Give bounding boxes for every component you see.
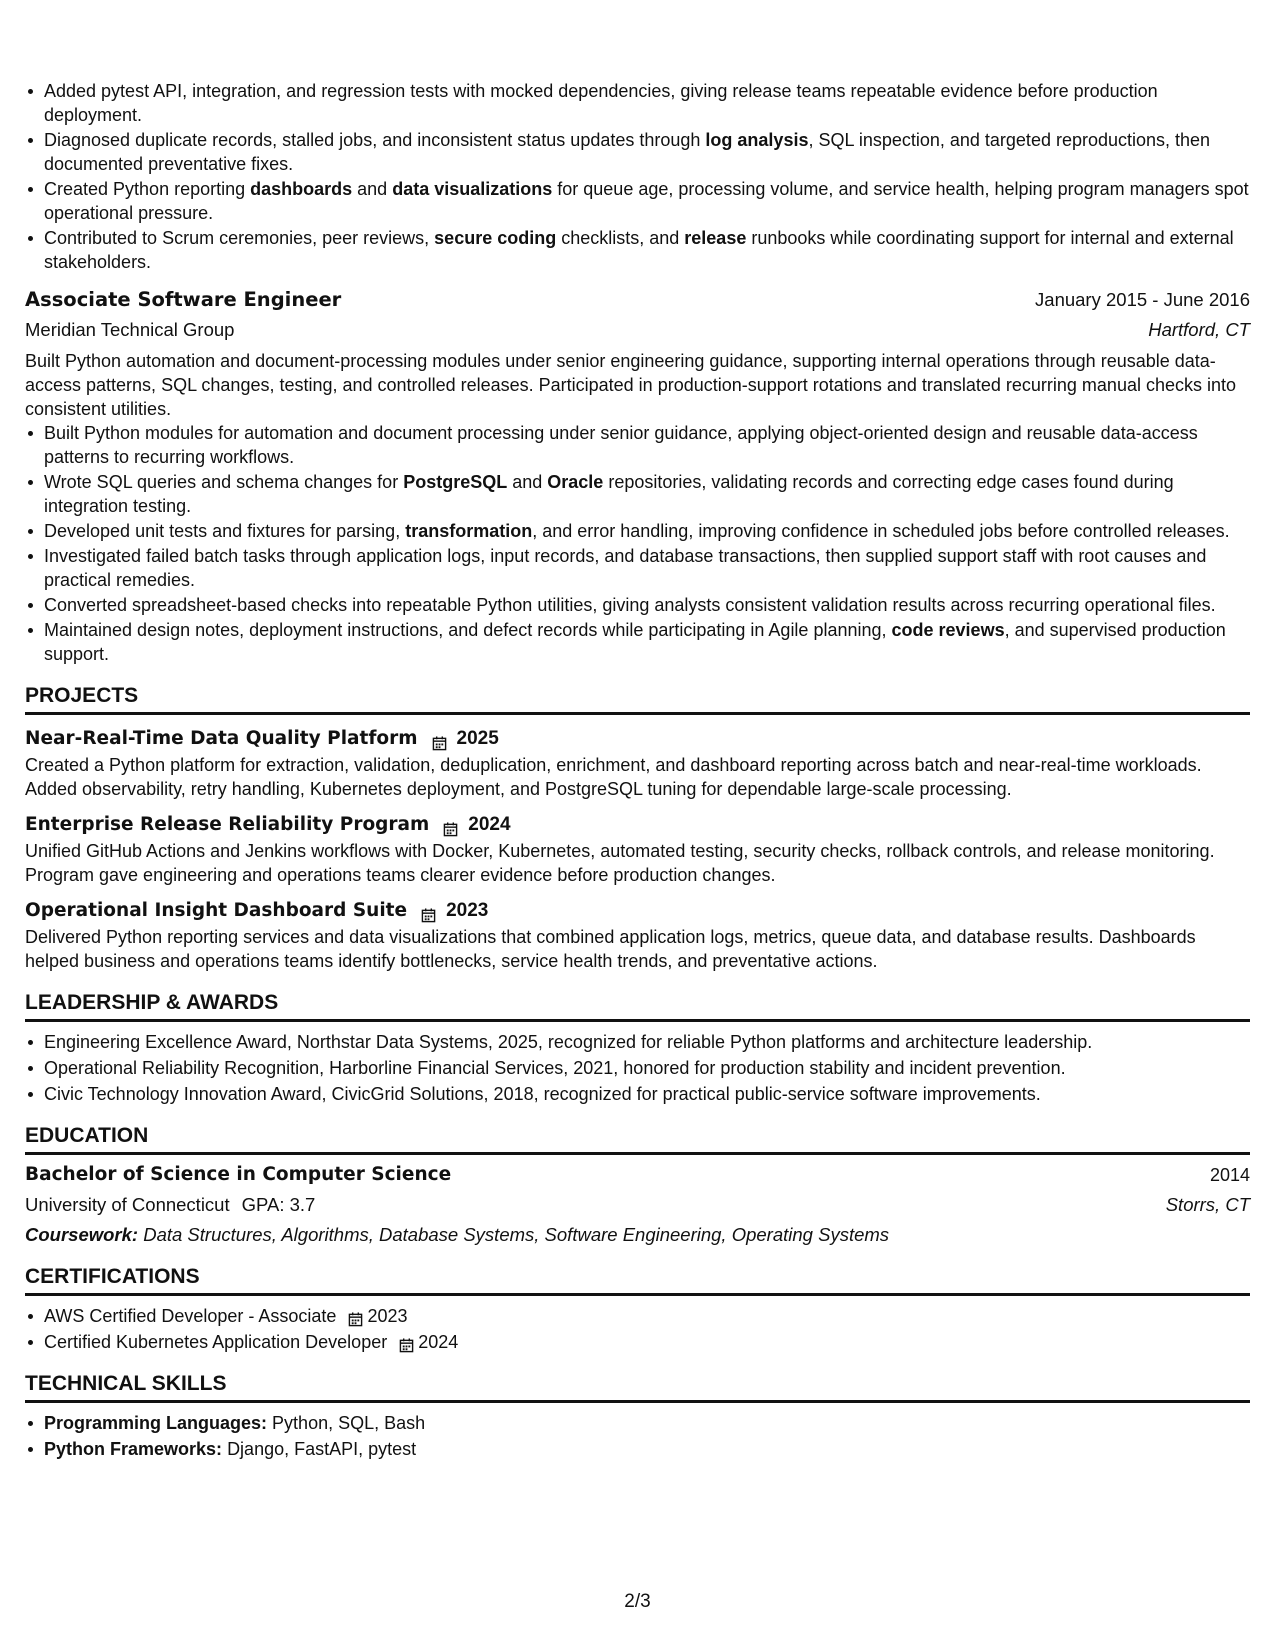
bullet-text: Added pytest API, integration, and regression tests with mocked dependencies, giving release teams repeatable evidence before production deployment. bbox=[44, 81, 1158, 125]
project-name: Near-Real-Time Data Quality Platform bbox=[25, 728, 418, 749]
edu-location: Storrs, CT bbox=[1165, 1194, 1250, 1215]
skill-value: Python, SQL, Bash bbox=[272, 1413, 426, 1433]
bullet-text: and bbox=[507, 472, 548, 492]
skill-item bbox=[25, 1437, 1250, 1461]
calendar-icon bbox=[399, 1335, 414, 1350]
bullet-text: , and error handling, improving confidence in scheduled jobs before controlled releases. bbox=[532, 521, 1230, 541]
education-entry bbox=[25, 1163, 1250, 1247]
project-entry bbox=[25, 897, 1250, 973]
bullet-keyword: secure coding bbox=[434, 228, 557, 248]
bullet-text: runbooks while coordinating support for internal and external stakeholders. bbox=[44, 228, 1234, 272]
certification-year: 2024 bbox=[418, 1332, 459, 1352]
bullet-keyword: dashboards bbox=[250, 179, 353, 199]
calendar-icon bbox=[421, 904, 436, 919]
bullet-text: Diagnosed duplicate records, stalled jobs, and inconsistent status updates through bbox=[44, 130, 706, 150]
resume-page bbox=[25, 79, 1250, 1463]
section-title-certifications: CERTIFICATIONS bbox=[25, 1263, 1250, 1296]
bullet-text: Converted spreadsheet-based checks into repeatable Python utilities, giving analysts consistent validation results across recurring operational files. bbox=[44, 595, 1216, 615]
page-number: 2/3 bbox=[624, 1591, 651, 1612]
calendar-icon bbox=[348, 1309, 363, 1324]
calendar-icon bbox=[443, 818, 458, 833]
project-entry bbox=[25, 725, 1250, 801]
section-title-projects: PROJECTS bbox=[25, 682, 1250, 715]
bullet-item bbox=[25, 421, 1250, 469]
edu-degree: Bachelor of Science in Computer Science bbox=[25, 1164, 452, 1185]
certification-name: Certified Kubernetes Application Developer bbox=[44, 1332, 388, 1352]
skill-value: Django, FastAPI, pytest bbox=[227, 1439, 417, 1459]
project-entry bbox=[25, 811, 1250, 887]
bullet-item bbox=[25, 79, 1250, 127]
certification-item bbox=[25, 1330, 1250, 1354]
bullet-text: , SQL inspection, and targeted reproductions, then documented preventative fixes. bbox=[44, 130, 1211, 174]
job-title: Associate Software Engineer bbox=[25, 288, 342, 311]
edu-gpa: GPA: 3.7 bbox=[241, 1194, 316, 1215]
previous-job-bullets bbox=[25, 79, 1250, 274]
section-title-skills: TECHNICAL SKILLS bbox=[25, 1370, 1250, 1403]
project-name: Operational Insight Dashboard Suite bbox=[25, 900, 408, 921]
bullet-text: for queue age, processing volume, and service health, helping program managers spot operational pressure. bbox=[44, 179, 1249, 223]
project-year: 2024 bbox=[468, 814, 511, 835]
skill-label: Programming Languages: bbox=[44, 1413, 268, 1433]
bullet-text: Investigated failed batch tasks through application logs, input records, and database transactions, then supplied support staff with root causes and practical remedies. bbox=[44, 546, 1207, 590]
certification-name: AWS Certified Developer - Associate bbox=[44, 1306, 337, 1326]
job-entry bbox=[25, 288, 1250, 666]
edu-coursework bbox=[25, 1223, 1250, 1247]
bullet-text: Built Python modules for automation and document processing under senior guidance, applying object-oriented design and reusable data-access patterns to recurring workflows. bbox=[44, 423, 1198, 467]
project-description: Unified GitHub Actions and Jenkins workflows with Docker, Kubernetes, automated testing, security checks, rollback controls, and release monitoring. Program gave engineering and operations teams clearer evidence before production changes. bbox=[25, 841, 1215, 885]
bullet-text: and bbox=[352, 179, 393, 199]
bullet-keyword: code reviews bbox=[891, 620, 1005, 640]
bullet-text: Developed unit tests and fixtures for parsing, bbox=[44, 521, 406, 541]
job-bullets bbox=[25, 421, 1250, 666]
bullet-item bbox=[25, 470, 1250, 518]
job-location: Hartford, CT bbox=[1148, 319, 1250, 340]
bullet-keyword: release bbox=[684, 228, 747, 248]
skill-label: Python Frameworks: bbox=[44, 1439, 223, 1459]
bullet-text: Wrote SQL queries and schema changes for bbox=[44, 472, 404, 492]
calendar-icon bbox=[432, 732, 447, 747]
award-item: Civic Technology Innovation Award, CivicGrid Solutions, 2018, recognized for practical public-service software improvements. bbox=[25, 1082, 1250, 1106]
projects-list bbox=[25, 725, 1250, 973]
awards-list bbox=[25, 1030, 1250, 1106]
bullet-text: Contributed to Scrum ceremonies, peer reviews, bbox=[44, 228, 435, 248]
bullet-item bbox=[25, 226, 1250, 274]
bullet-keyword: PostgreSQL bbox=[403, 472, 508, 492]
award-item: Engineering Excellence Award, Northstar Data Systems, 2025, recognized for reliable Python platforms and architecture leadership. bbox=[25, 1030, 1250, 1054]
coursework-list: Data Structures, Algorithms, Database Systems, Software Engineering, Operating Systems bbox=[143, 1224, 890, 1245]
project-description: Delivered Python reporting services and data visualizations that combined application logs, metrics, queue data, and database results. Dashboards helped business and operations teams identify bottlenecks, service health trends, and preventative actions. bbox=[25, 927, 1196, 971]
skills-list bbox=[25, 1411, 1250, 1461]
bullet-text: , and supervised production support. bbox=[44, 620, 1226, 664]
project-name: Enterprise Release Reliability Program bbox=[25, 814, 430, 835]
award-item: Operational Reliability Recognition, Harborline Financial Services, 2021, honored for production stability and incident prevention. bbox=[25, 1056, 1250, 1080]
bullet-text: checklists, and bbox=[556, 228, 685, 248]
project-description: Created a Python platform for extraction, validation, deduplication, enrichment, and dashboard reporting across batch and near-real-time workloads. Added observability, retry handling, Kubernetes deployment, and PostgreSQL tuning for dependable large-scale processing. bbox=[25, 755, 1202, 799]
bullet-text: Maintained design notes, deployment instructions, and defect records while participating in Agile planning, bbox=[44, 620, 892, 640]
job-company: Meridian Technical Group bbox=[25, 319, 235, 340]
bullet-item bbox=[25, 177, 1250, 225]
edu-school: University of Connecticut bbox=[25, 1194, 230, 1215]
job-summary: Built Python automation and document-processing modules under senior engineering guidance, supporting internal operations through reusable data-access patterns, SQL changes, testing, and controlled releases. Participated in production-support rotations and translated recurring manual checks into consistent utilities. bbox=[25, 351, 1237, 419]
bullet-keyword: transformation bbox=[405, 521, 533, 541]
section-title-education: EDUCATION bbox=[25, 1122, 1250, 1155]
certifications-list bbox=[25, 1304, 1250, 1354]
bullet-text: Created Python reporting bbox=[44, 179, 251, 199]
edu-year: 2014 bbox=[1209, 1165, 1250, 1185]
certification-year: 2023 bbox=[367, 1306, 408, 1326]
job-dates: January 2015 - June 2016 bbox=[1035, 289, 1250, 310]
skill-item bbox=[25, 1411, 1250, 1435]
bullet-item bbox=[25, 128, 1250, 176]
bullet-item bbox=[25, 544, 1250, 592]
bullet-keyword: log analysis bbox=[705, 130, 809, 150]
project-year: 2023 bbox=[446, 900, 489, 921]
bullet-keyword: Oracle bbox=[547, 472, 604, 492]
section-title-leadership: LEADERSHIP & AWARDS bbox=[25, 989, 1250, 1022]
bullet-text: repositories, validating records and correcting edge cases found during integration testing. bbox=[44, 472, 1174, 516]
bullet-item bbox=[25, 618, 1250, 666]
bullet-item bbox=[25, 593, 1250, 617]
bullet-item bbox=[25, 519, 1250, 543]
bullet-keyword: data visualizations bbox=[392, 179, 553, 199]
project-year: 2025 bbox=[456, 728, 499, 749]
coursework-label: Coursework: bbox=[25, 1224, 139, 1245]
certification-item bbox=[25, 1304, 1250, 1328]
